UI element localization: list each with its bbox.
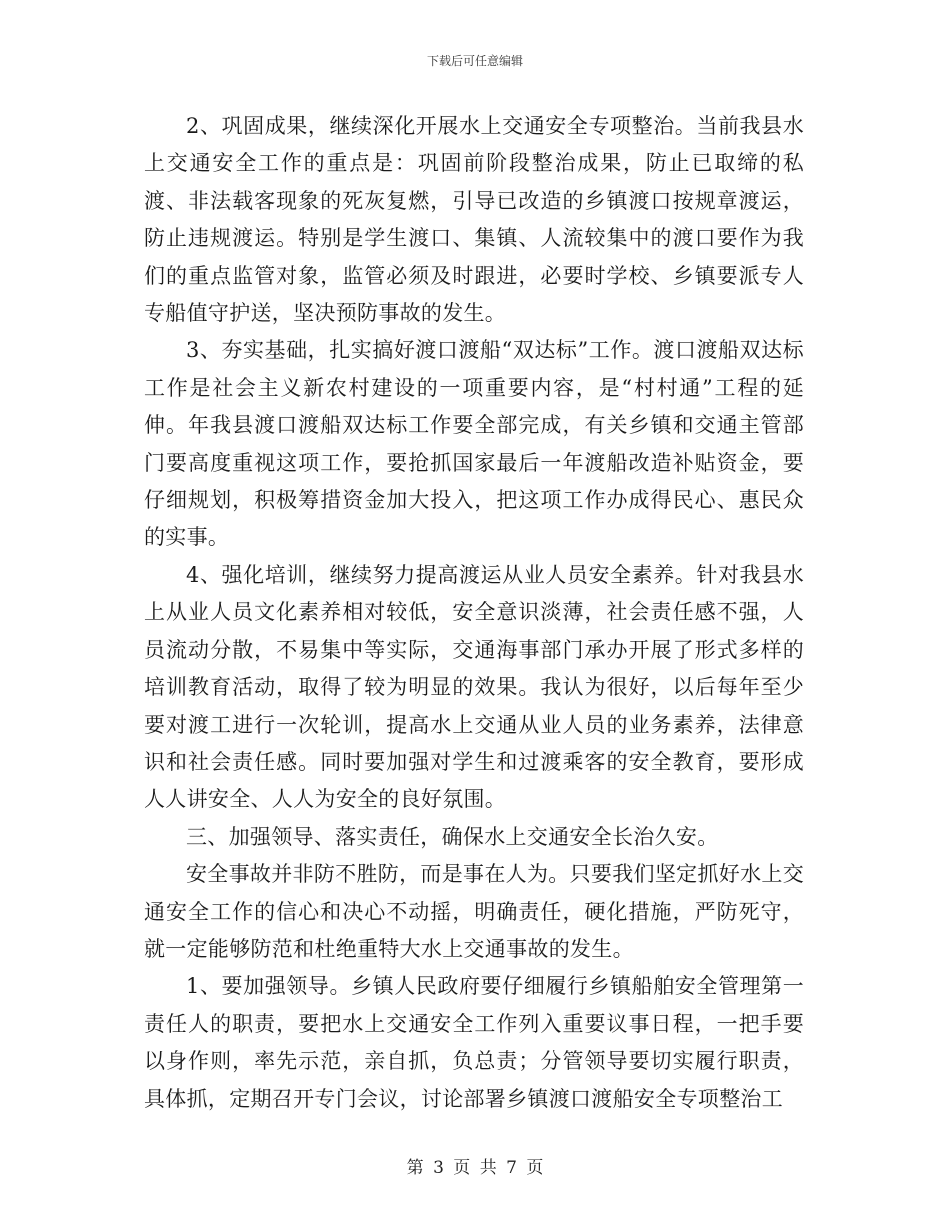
document-body [144, 108, 804, 1118]
paragraph-lay-foundation: 3、夯实基础，扎实搞好渡口渡船“双达标”工作。渡口渡船双达标工作是社会主义新农村建设的一项重要内容，是“村村通”工程的延伸。年我县渡口渡船双达标工作要全部完成，有关乡镇和交通主管部门要高度重视这项工作，要抢抓国家最后一年渡船改造补贴资金，要仔细规划，积极筹措资金加大投入，把这项工作办成得民心、惠民众的实事。 [144, 338, 804, 550]
paragraph-consolidate-results: 2、巩固成果，继续深化开展水上交通安全专项整治。当前我县水上交通安全工作的重点是：巩固前阶段整治成果，防止已取缔的私渡、非法载客现象的死灰复燃，引导已改造的乡镇渡口按规章渡运，防止违规渡运。特别是学生渡口、集镇、人流较集中的渡口要作为我们的重点监管对象，监管必须及时跟进，必要时学校、乡镇要派专人专船值守护送，坚决预防事故的发生。 [144, 114, 804, 326]
paragraph-strengthen-training: 4、强化培训，继续努力提高渡运从业人员安全素养。针对我县水上从业人员文化素养相对较低，安全意识淡薄，社会责任感不强，人员流动分散，不易集中等实际，交通海事部门承办开展了形式多样的培训教育活动，取得了较为明显的效果。我认为很好，以后每年至少要对渡工进行一次轮训，提高水上交通从业人员的业务素养，法律意识和社会责任感。同时要加强对学生和过渡乘客的安全教育，要形成人人讲安全、人人为安全的良好氛围。 [144, 562, 804, 812]
paragraph-accident-prevention: 安全事故并非防不胜防，而是事在人为。只要我们坚定抓好水上交通安全工作的信心和决心不动摇，明确责任，硬化措施，严防死守，就一定能够防范和杜绝重特大水上交通事故的发生。 [144, 862, 804, 961]
paragraph-strengthen-leadership: 1、要加强领导。乡镇人民政府要仔细履行乡镇船舶安全管理第一责任人的职责，要把水上交通安全工作列入重要议事日程，一把手要以身作则，率先示范，亲自抓，负总责；分管领导要切实履行职责，具体抓，定期召开专门会议，讨论部署乡镇渡口渡船安全专项整治工 [144, 974, 804, 1111]
page-number-footer: 第 3 页 共 7 页 [406, 1158, 544, 1178]
section-heading-leadership: 三、加强领导、落实责任，确保水上交通安全长治久安。 [186, 824, 719, 849]
page-header: 下载后可任意编辑 [426, 54, 523, 68]
